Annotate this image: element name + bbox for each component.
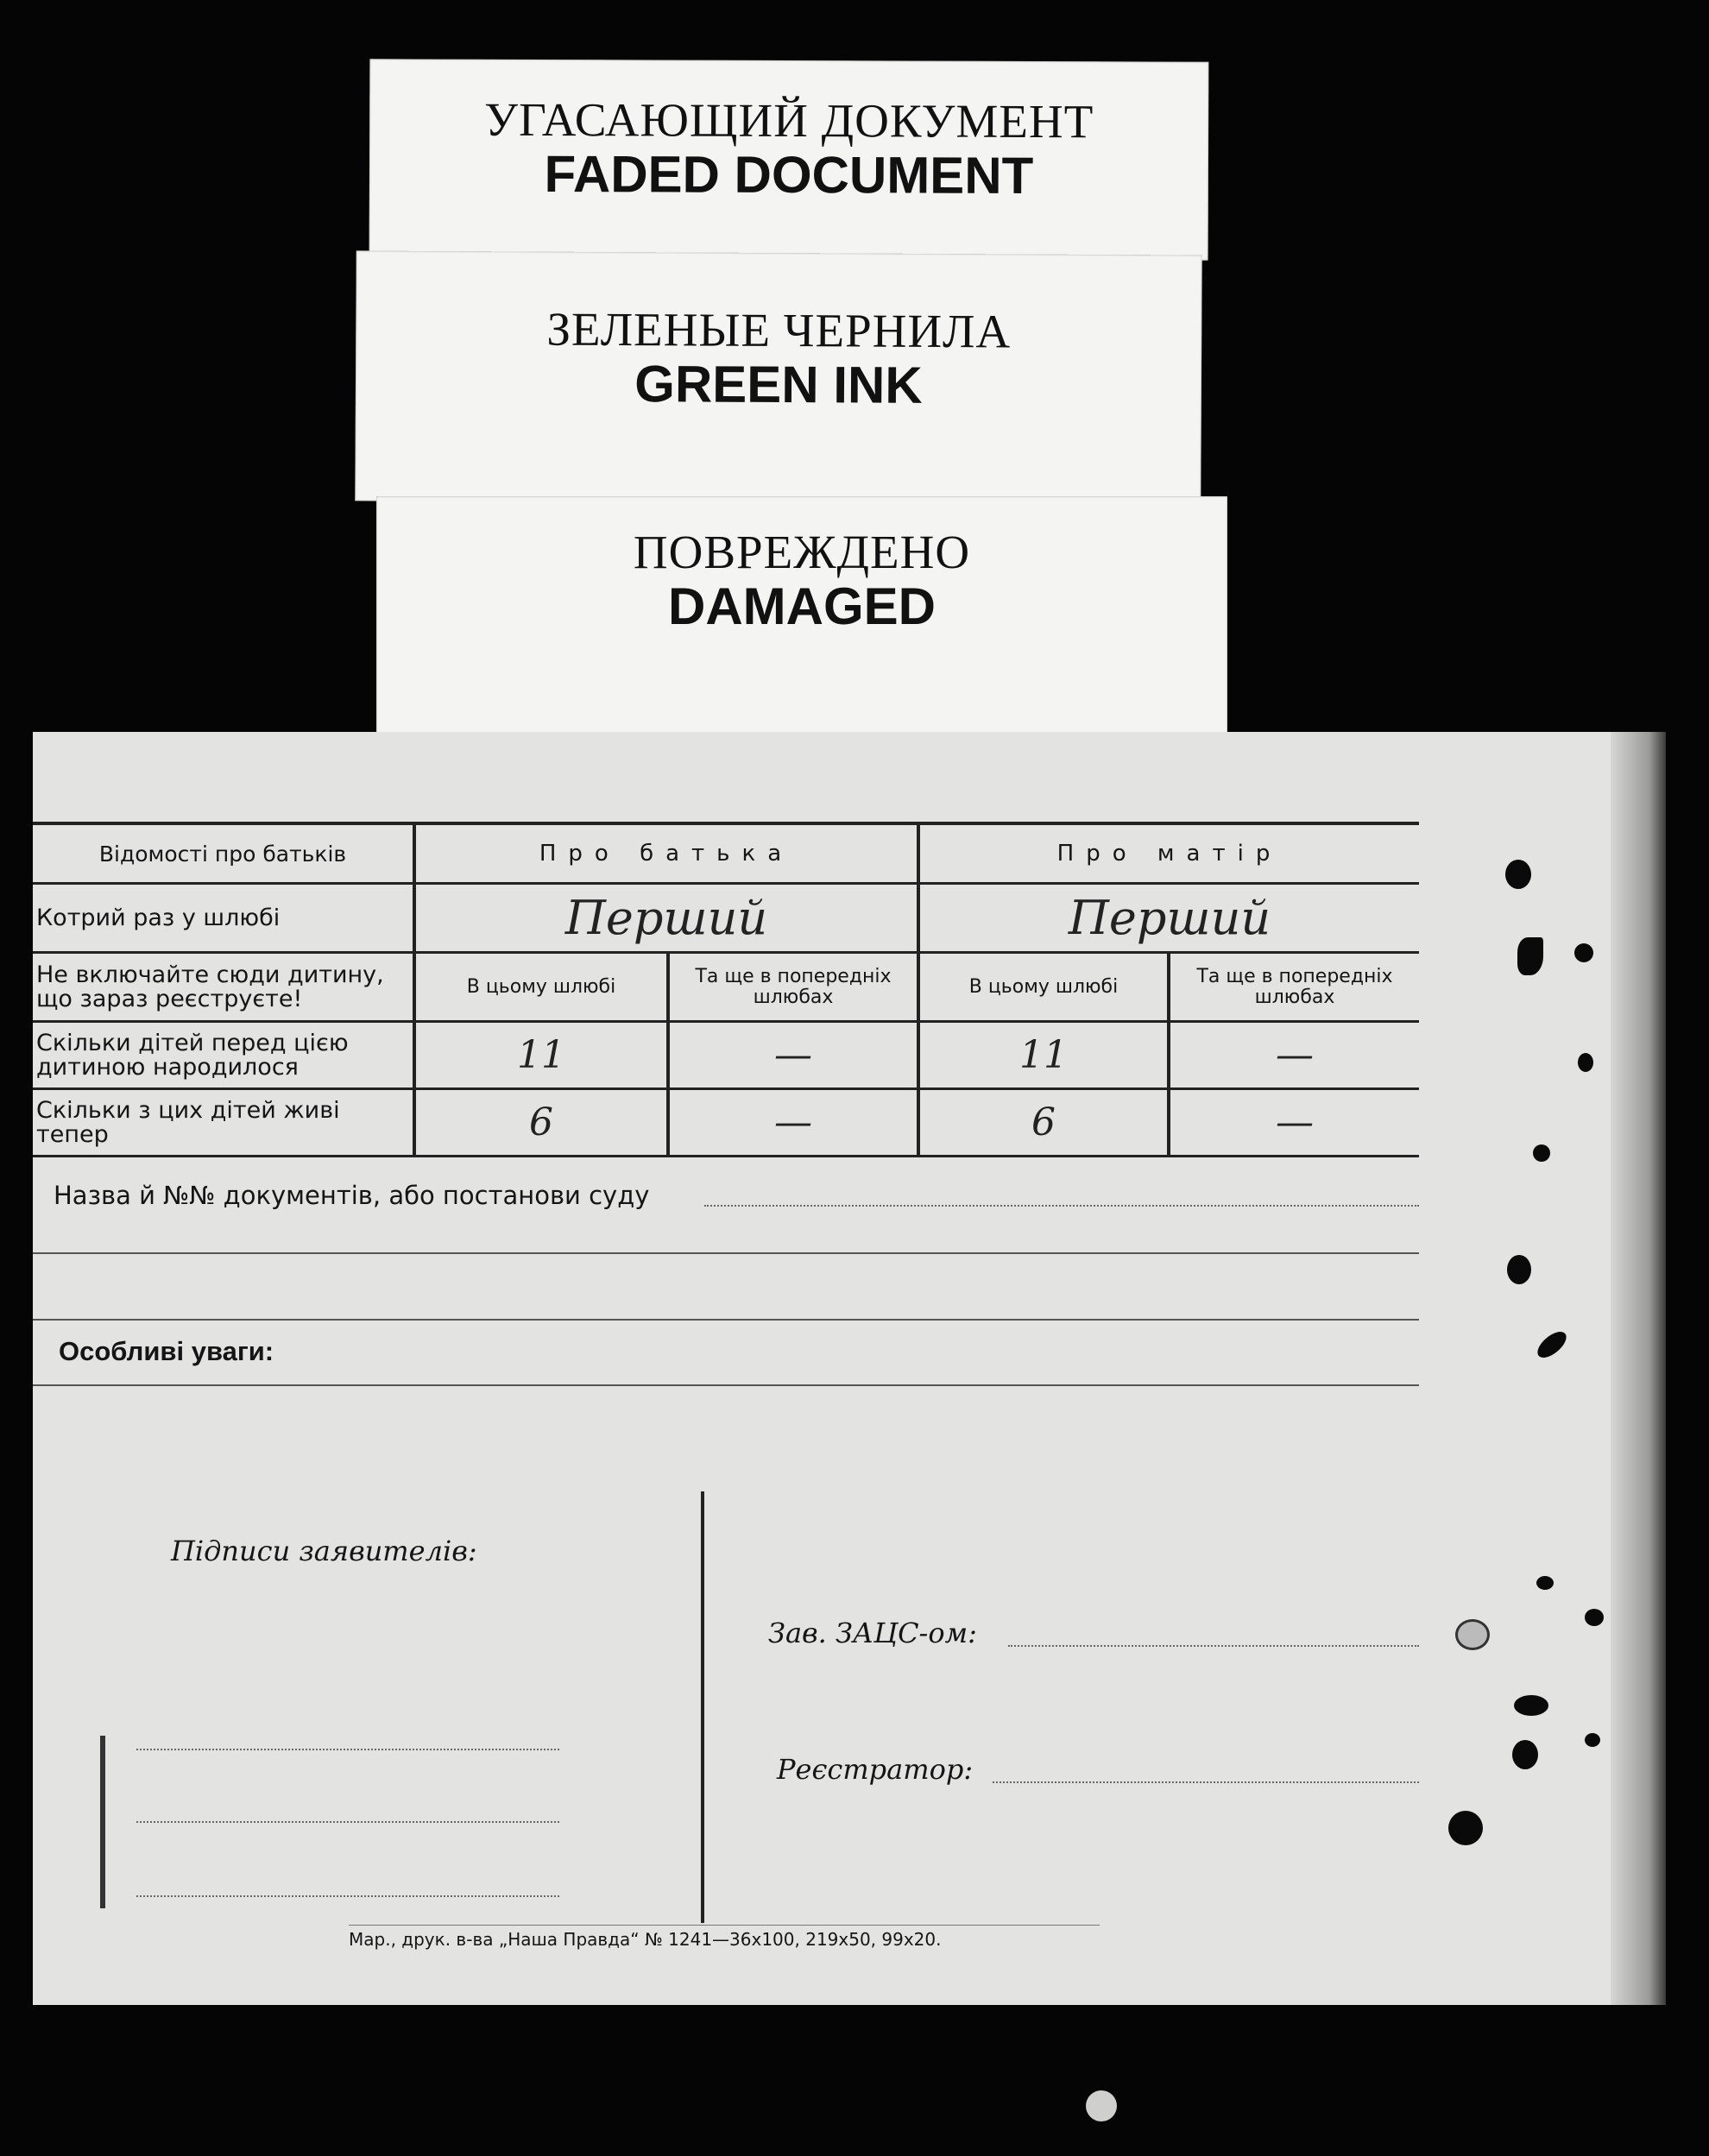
damage-hole	[1514, 1695, 1548, 1716]
special-notes-line	[33, 1384, 1419, 1386]
mother-children-born-this: 11	[918, 1022, 1169, 1089]
stray-spot	[1086, 2090, 1117, 2121]
damage-hole	[1585, 1733, 1600, 1747]
documents-dotted-line	[704, 1205, 1419, 1207]
mother-this-marriage-header: В цьому шлюбі	[918, 953, 1169, 1022]
head-of-registry-line	[1008, 1645, 1419, 1647]
damage-hole	[1533, 1144, 1550, 1162]
damage-hole	[1505, 860, 1531, 889]
row-label-note: Не включайте сюди дитину, що зараз реєструєте!	[33, 953, 414, 1022]
damage-hole	[1536, 1576, 1554, 1590]
registrar-label: Реєстратор:	[777, 1753, 974, 1786]
table-row	[33, 1022, 1419, 1089]
damaged-label-ru: ПОВРЕЖДЕНО	[633, 526, 971, 578]
father-children-alive-previous: —	[668, 1089, 918, 1157]
mother-marriage-count: Перший	[918, 884, 1419, 953]
sheet-edge	[1611, 732, 1666, 2005]
row-label-children-born: Скільки дітей перед цією дитиною народилося	[33, 1022, 414, 1089]
documents-line-2	[33, 1319, 1419, 1321]
documents-line	[33, 1252, 1419, 1254]
damage-hole	[1455, 1619, 1490, 1650]
father-children-born-previous: —	[668, 1022, 918, 1089]
faded-document-label	[369, 59, 1209, 260]
mother-children-alive-this: 6	[918, 1089, 1169, 1157]
row-label-marriage-count: Котрий раз у шлюбі	[33, 884, 414, 953]
damage-hole	[1517, 937, 1543, 975]
applicants-signatures-label: Підписи заявителів:	[171, 1535, 477, 1567]
green-ink-label	[355, 250, 1202, 505]
registration-form-sheet	[33, 732, 1666, 2005]
registrar-line	[993, 1781, 1419, 1783]
damage-hole	[1578, 1053, 1593, 1072]
father-this-marriage-header: В цьому шлюбі	[414, 953, 668, 1022]
special-notes-label: Особливі уваги:	[59, 1336, 274, 1366]
mother-children-born-previous: —	[1169, 1022, 1419, 1089]
row-label-children-alive: Скільки з цих дітей живі тепер	[33, 1089, 414, 1157]
damage-hole	[1585, 1609, 1604, 1626]
mother-previous-marriages-header: Та ще в попередніх шлюбах	[1169, 953, 1419, 1022]
green-label-en: GREEN INK	[634, 355, 923, 414]
father-previous-marriages-header: Та ще в попередніх шлюбах	[668, 953, 918, 1022]
table-row	[33, 953, 1419, 1022]
father-children-alive-this: 6	[414, 1089, 668, 1157]
header-mother: Про матір	[918, 823, 1419, 884]
parents-info-table	[33, 822, 1419, 1157]
documents-label: Назва й №№ документів, або постанови суду	[54, 1181, 650, 1210]
signature-line-2	[136, 1821, 559, 1823]
green-label-ru: ЗЕЛЕНЫЕ ЧЕРНИЛА	[546, 302, 1012, 358]
signature-line-1	[136, 1749, 559, 1750]
header-parents-info: Відомості про батьків	[33, 823, 414, 884]
father-children-born-this: 11	[414, 1022, 668, 1089]
signature-bracket	[100, 1736, 105, 1908]
footer-rule	[349, 1925, 1100, 1926]
printer-imprint: Мар., друк. в-ва „Наша Правда“ № 1241—36х100, 219х50, 99х20.	[349, 1929, 942, 1950]
signature-divider	[701, 1491, 704, 1923]
damaged-label-en: DAMAGED	[668, 577, 936, 635]
father-marriage-count: Перший	[414, 884, 918, 953]
damage-hole	[1533, 1327, 1570, 1362]
damage-hole	[1574, 943, 1593, 962]
table-row	[33, 884, 1419, 953]
faded-label-ru: УГАСАЮЩИЙ ДОКУМЕНТ	[483, 92, 1094, 148]
damage-hole	[1448, 1811, 1483, 1845]
header-father: Про батька	[414, 823, 918, 884]
damaged-label	[376, 496, 1227, 772]
signature-line-3	[136, 1895, 559, 1897]
damage-hole	[1507, 1255, 1531, 1284]
table-header-row	[33, 823, 1419, 884]
table-row	[33, 1089, 1419, 1157]
head-of-registry-label: Зав. ЗАЦС-ом:	[768, 1617, 977, 1649]
mother-children-alive-previous: —	[1169, 1089, 1419, 1157]
damage-hole	[1512, 1740, 1538, 1769]
faded-label-en: FADED DOCUMENT	[544, 145, 1034, 205]
